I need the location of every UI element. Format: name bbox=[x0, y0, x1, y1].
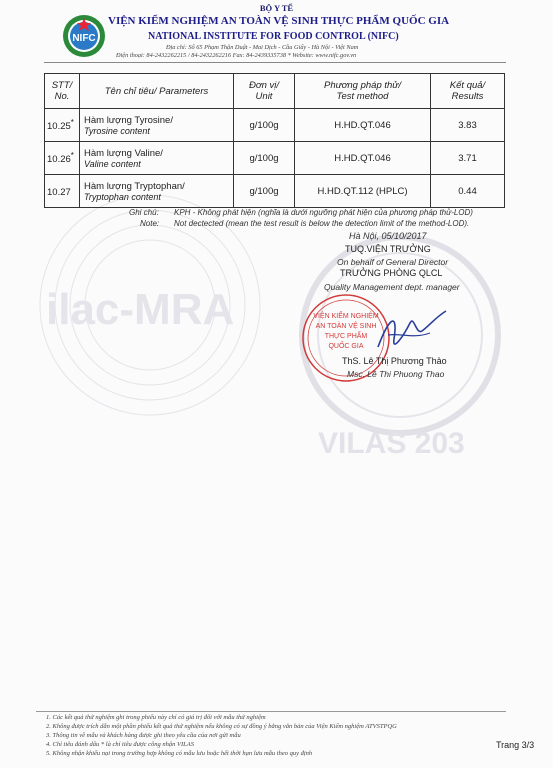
footer-line: 4. Chỉ tiêu đánh dấu * là chỉ tiêu được công nhận VILAS bbox=[46, 741, 195, 748]
note-text-en: Not dectected (mean the test result is below the detection limit of the method-LOD). bbox=[174, 219, 470, 228]
place-date: Hà Nội, 05/10/2017 bbox=[349, 231, 427, 241]
institute-name-vn: VIỆN KIỂM NGHIỆM AN TOÀN VỆ SINH THỰC PHẨM QUỐC GIA bbox=[108, 15, 450, 27]
row-parameter: Hàm lượng Valine/ Valine content bbox=[80, 142, 234, 175]
row-result: 3.71 bbox=[431, 142, 505, 175]
row-parameter: Hàm lượng Tyrosine/ Tyrosine content bbox=[80, 109, 234, 142]
position-title-en: Quality Management dept. manager bbox=[324, 282, 460, 292]
page-number: Trang 3/3 bbox=[496, 740, 535, 750]
footer-line: 3. Thông tin về mẫu và khách hàng được ghi theo yêu cầu của nơi gửi mẫu bbox=[46, 732, 241, 739]
for-director-en: On behalf of General Director bbox=[337, 257, 449, 267]
row-result: 0.44 bbox=[431, 175, 505, 208]
note-label-vn: Ghi chú: bbox=[129, 208, 159, 217]
row-stt: 10.27 bbox=[45, 175, 80, 208]
table-header-row bbox=[45, 74, 505, 109]
row-method: H.HD.QT.046 bbox=[295, 109, 431, 142]
ministry-title: BỘ Y TẾ bbox=[259, 3, 294, 13]
table-row bbox=[45, 142, 505, 175]
svg-text:THỰC PHẨM: THỰC PHẨM bbox=[324, 333, 368, 340]
row-parameter: Hàm lượng Tryptophan/ Tryptophan content bbox=[80, 175, 234, 208]
row-stt: 10.25* bbox=[45, 109, 80, 142]
position-title: TRƯỞNG PHÒNG QLCL bbox=[340, 268, 443, 278]
row-stt: 10.26* bbox=[45, 142, 80, 175]
nifc-logo-icon bbox=[62, 14, 106, 58]
footer-divider bbox=[36, 711, 506, 712]
logo-text: NIFC bbox=[72, 33, 96, 44]
row-result: 3.83 bbox=[431, 109, 505, 142]
results-table bbox=[44, 73, 505, 208]
note-label-en: Note: bbox=[140, 219, 160, 228]
note-text-vn: KPH - Không phát hiện (nghĩa là dưới ngưỡng phát hiện của phương pháp thử-LOD) bbox=[174, 208, 473, 217]
col-header-results: Kết quả/ Results bbox=[431, 74, 505, 109]
institute-address: Địa chỉ: Số 65 Phạm Thận Duật - Mai Dịch - Cầu Giấy - Hà Nội - Việt Nam bbox=[166, 44, 359, 51]
table-row bbox=[45, 109, 505, 142]
svg-text:VIỆN KIỂM NGHIỆM: VIỆN KIỂM NGHIỆM bbox=[313, 313, 379, 320]
svg-text:QUỐC GIA: QUỐC GIA bbox=[328, 343, 364, 350]
signer-name: ThS. Lê Thị Phương Thảo bbox=[342, 356, 447, 366]
signature-scribble bbox=[370, 305, 450, 360]
ilac-mra-watermark: ilac-MRA bbox=[46, 285, 235, 334]
institute-contact: Điện thoại: 84-2432262215 / 84-2432262216 Fax: 84-2439335738 * Website: www.nifc.gov.vn bbox=[116, 52, 357, 59]
row-unit: g/100g bbox=[234, 175, 295, 208]
for-director: TUQ.VIỆN TRƯỞNG bbox=[345, 244, 431, 254]
col-header-unit: Đơn vị/ Unit bbox=[234, 74, 295, 109]
table-row bbox=[45, 175, 505, 208]
row-unit: g/100g bbox=[234, 109, 295, 142]
col-header-method: Phương pháp thử/ Test method bbox=[295, 74, 431, 109]
institute-name-en: NATIONAL INSTITUTE FOR FOOD CONTROL (NIFC) bbox=[148, 31, 399, 42]
row-unit: g/100g bbox=[234, 142, 295, 175]
row-method: H.HD.QT.112 (HPLC) bbox=[295, 175, 431, 208]
header-divider bbox=[44, 62, 506, 63]
col-header-stt: STT/ No. bbox=[45, 74, 80, 109]
row-method: H.HD.QT.046 bbox=[295, 142, 431, 175]
signer-name-en: Msc. Lê Thi Phuong Thao bbox=[347, 369, 445, 379]
footer-line: 1. Các kết quả thử nghiệm ghi trong phiếu này chỉ có giá trị đối với mẫu thử nghiệm bbox=[46, 714, 266, 721]
footer-line: 2. Không được trích dẫn một phần phiếu kết quả thử nghiệm nếu không có sự đồng ý bằng văn bản của Viện Kiểm nghiệm ATVSTPQG bbox=[46, 723, 397, 730]
vilas-watermark: VILAS 203 bbox=[318, 427, 465, 460]
footer-line: 5. Không nhận khiếu nại trong trường hợp không có mẫu lưu hoặc hết thời hạn lưu mẫu theo quy định bbox=[46, 750, 313, 757]
svg-text:AN TOÀN VỆ SINH: AN TOÀN VỆ SINH bbox=[315, 323, 377, 330]
col-header-parameters: Tên chỉ tiêu/ Parameters bbox=[80, 74, 234, 109]
